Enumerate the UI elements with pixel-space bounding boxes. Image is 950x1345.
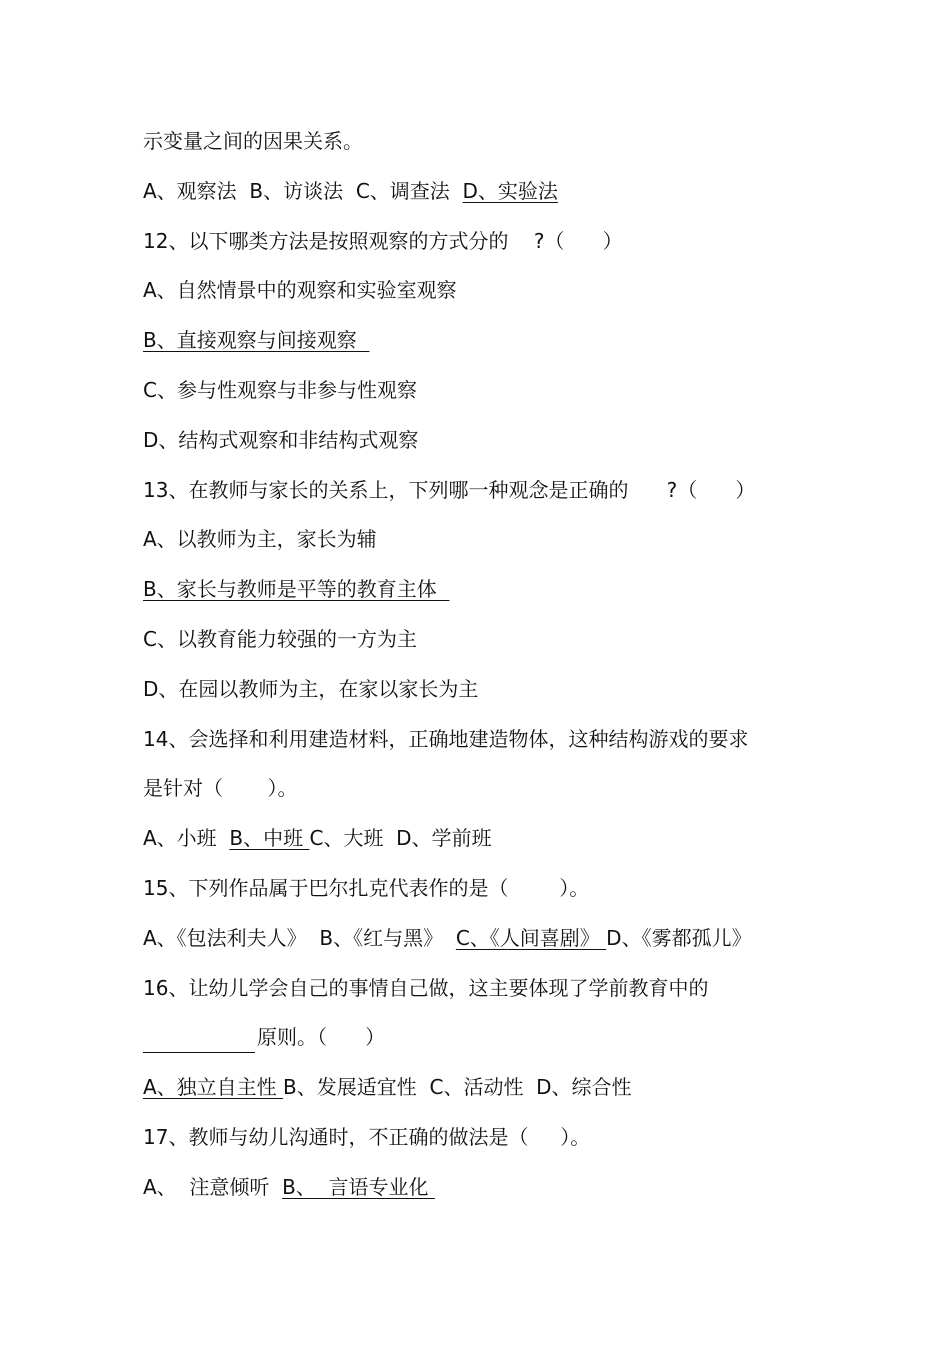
line-text: 原则。（ ） bbox=[257, 1025, 386, 1049]
text-line bbox=[143, 225, 623, 257]
text-line bbox=[143, 573, 449, 605]
text-line bbox=[143, 274, 457, 306]
text-line bbox=[143, 125, 363, 157]
line-text: 示变量之间的因果关系。 bbox=[143, 129, 363, 153]
line-text: A、小班 bbox=[143, 826, 230, 850]
line-text: A、观察法 B、访谈法 C、调查法 bbox=[143, 179, 463, 203]
text-line bbox=[143, 822, 492, 854]
answer-text: A、独立自主性 bbox=[143, 1075, 284, 1099]
text-line bbox=[143, 175, 558, 207]
text-line bbox=[143, 1021, 385, 1053]
text-line bbox=[143, 1071, 632, 1103]
answer-text: C、《人间喜剧》 bbox=[455, 926, 607, 950]
line-text: C、大班 D、学前班 bbox=[309, 826, 492, 850]
line-text: A、《包法利夫人》 B、《红与黑》 bbox=[143, 926, 456, 950]
answer-text: B、 言语专业化 bbox=[282, 1175, 435, 1199]
line-text: 是针对（ ）。 bbox=[143, 776, 298, 800]
line-text: 17、教师与幼儿沟通时，不正确的做法是（ ）。 bbox=[143, 1125, 591, 1149]
text-line bbox=[143, 872, 589, 904]
answer-text: D、实验法 bbox=[462, 179, 558, 203]
line-text: C、以教育能力较强的一方为主 bbox=[143, 627, 417, 651]
answer-text: B、中班 bbox=[229, 826, 310, 850]
text-line bbox=[143, 673, 478, 705]
text-line bbox=[143, 1121, 590, 1153]
text-line bbox=[143, 474, 755, 506]
text-line bbox=[143, 972, 708, 1004]
text-line bbox=[143, 374, 417, 406]
text-line bbox=[143, 523, 377, 555]
line-text: 13、在教师与家长的关系上，下列哪一种观念是正确的 ?（ ） bbox=[143, 478, 756, 502]
line-text: D、结构式观察和非结构式观察 bbox=[143, 428, 419, 452]
line-text: A、自然情景中的观察和实验室观察 bbox=[143, 278, 457, 302]
line-text: 12、以下哪类方法是按照观察的方式分的 ?（ ） bbox=[143, 229, 623, 253]
line-text: 16、让幼儿学会自己的事情自己做，这主要体现了学前教育中的 bbox=[143, 976, 709, 1000]
line-text: A、 注意倾听 bbox=[143, 1175, 283, 1199]
answer-text: B、直接观察与间接观察 bbox=[143, 328, 370, 352]
line-text: B、发展适宜性 C、活动性 D、综合性 bbox=[283, 1075, 632, 1099]
answer-text: B、家长与教师是平等的教育主体 bbox=[143, 577, 450, 601]
text-line bbox=[143, 922, 752, 954]
text-line bbox=[143, 772, 298, 804]
fill-in-blank bbox=[143, 1030, 255, 1053]
line-text: A、以教师为主，家长为辅 bbox=[143, 527, 377, 551]
line-text: 15、下列作品属于巴尔扎克代表作的是（ ）。 bbox=[143, 876, 590, 900]
line-text: C、参与性观察与非参与性观察 bbox=[143, 378, 417, 402]
text-line bbox=[143, 1171, 435, 1203]
text-line bbox=[143, 723, 748, 755]
line-text: 14、会选择和利用建造材料，正确地建造物体，这种结构游戏的要求 bbox=[143, 727, 749, 751]
line-text: D、在园以教师为主，在家以家长为主 bbox=[143, 677, 479, 701]
text-line bbox=[143, 424, 418, 456]
line-text: D、《雾都孤儿》 bbox=[606, 926, 752, 950]
text-line bbox=[143, 324, 369, 356]
text-line bbox=[143, 623, 417, 655]
